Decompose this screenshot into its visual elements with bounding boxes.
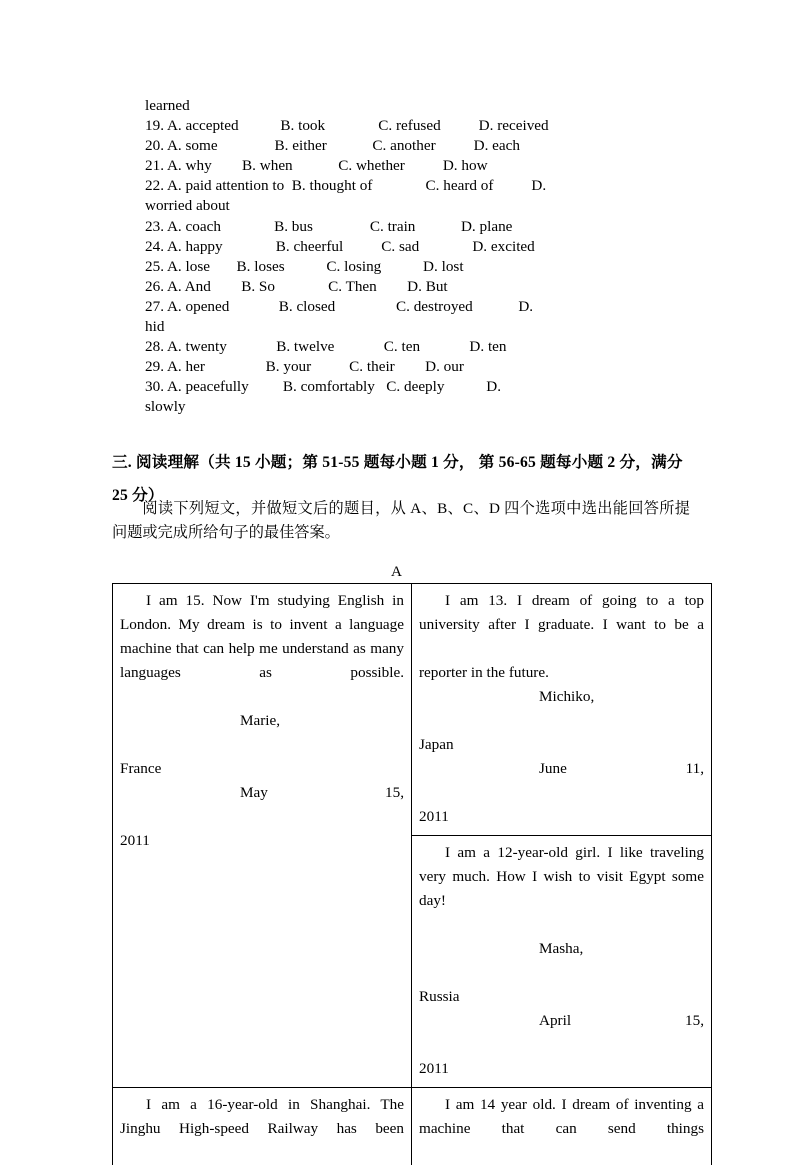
cloze-question-22: 22. A. paid attention to B. thought of C. heard of D. — [145, 176, 690, 196]
cloze-question-25: 25. A. lose B. loses C. losing D. lost — [145, 257, 690, 277]
masha-date-line — [419, 1009, 704, 1057]
cloze-question-24: 24. A. happy B. cheerful C. sad D. excited — [145, 237, 690, 257]
section-instruction — [112, 497, 690, 545]
marie-body — [120, 589, 404, 709]
cloze-question-20: 20. A. some B. either C. another D. each — [145, 136, 690, 156]
reading-passage-table — [112, 583, 712, 1165]
cloze-question-30-wrap: slowly — [145, 397, 690, 417]
marie-country: France — [120, 757, 404, 781]
cloze-question-29: 29. A. her B. your C. their D. our — [145, 357, 690, 377]
fourteen-body-text: I am 14 year old. I dream of inventing a machine that can send things — [419, 1096, 704, 1137]
cloze-question-23: 23. A. coach B. bus C. train D. plane — [145, 217, 690, 237]
instruction-text: 阅读下列短文，并做短文后的题目，从 A、B、C、D 四个选项中选出能回答所提问题或完成所给句子的最佳答案。 — [112, 500, 690, 541]
masha-body-text: I am a 12-year-old girl. I like traveling very much. How I wish to visit Egypt some day! — [419, 844, 704, 909]
shanghai-body — [120, 1093, 404, 1165]
masha-year: 2011 — [419, 1057, 704, 1081]
fourteen-body — [419, 1093, 704, 1165]
passage-cell-shanghai — [113, 1088, 412, 1165]
cloze-question-27-wrap: hid — [145, 317, 690, 337]
michiko-year: 2011 — [419, 805, 704, 829]
shanghai-body-text: I am a 16-year-old in Shanghai. The Jinghu High-speed Railway has been — [120, 1096, 404, 1137]
michiko-body-text-1: I am 13. I dream of going to a top university after I graduate. I want to be a — [419, 592, 704, 633]
marie-year: 2011 — [120, 829, 404, 853]
michiko-body-1 — [419, 589, 704, 661]
marie-body-text: I am 15. Now I'm studying English in London. My dream is to invent a language machine that can help me understand as many languages as possible. — [120, 592, 404, 681]
masha-signature-line — [419, 937, 704, 985]
passage-label-a: A — [112, 563, 681, 581]
michiko-signature-line — [419, 685, 704, 733]
cloze-question-30: 30. A. peacefully B. comfortably C. deeply D. — [145, 377, 690, 397]
cloze-lead-word: learned — [145, 96, 690, 116]
michiko-date-line — [419, 757, 704, 805]
passage-cell-masha — [412, 836, 712, 1088]
masha-signer: Masha, — [539, 940, 583, 957]
marie-date-line — [120, 781, 404, 829]
section-heading: 三. 阅读理解（共 15 小题；第 51-55 题每小题 1 分， 第 56-65 题每小题 2 分，满分 25 分） — [112, 446, 690, 512]
michiko-country: Japan — [419, 733, 704, 757]
table-row — [113, 1088, 712, 1165]
passage-cell-michiko — [412, 584, 712, 836]
masha-country: Russia — [419, 985, 704, 1009]
marie-signer: Marie, — [240, 712, 280, 729]
masha-date: April 15, — [539, 1012, 704, 1029]
michiko-date: June 11, — [539, 760, 704, 777]
passage-cell-fourteen — [412, 1088, 712, 1165]
passage-cell-marie — [113, 584, 412, 1088]
cloze-question-21: 21. A. why B. when C. whether D. how — [145, 156, 690, 176]
cloze-question-28: 28. A. twenty B. twelve C. ten D. ten — [145, 337, 690, 357]
marie-date: May 15, — [240, 784, 404, 801]
cloze-options-block — [145, 96, 690, 418]
marie-signature-line — [120, 709, 404, 757]
cloze-question-22-wrap: worried about — [145, 196, 690, 216]
michiko-body-2: reporter in the future. — [419, 661, 704, 685]
cloze-question-27: 27. A. opened B. closed C. destroyed D. — [145, 297, 690, 317]
masha-body — [419, 841, 704, 937]
cloze-question-19: 19. A. accepted B. took C. refused D. received — [145, 116, 690, 136]
table-row — [113, 584, 712, 836]
michiko-signer: Michiko, — [539, 688, 594, 705]
cloze-question-26: 26. A. And B. So C. Then D. But — [145, 277, 690, 297]
